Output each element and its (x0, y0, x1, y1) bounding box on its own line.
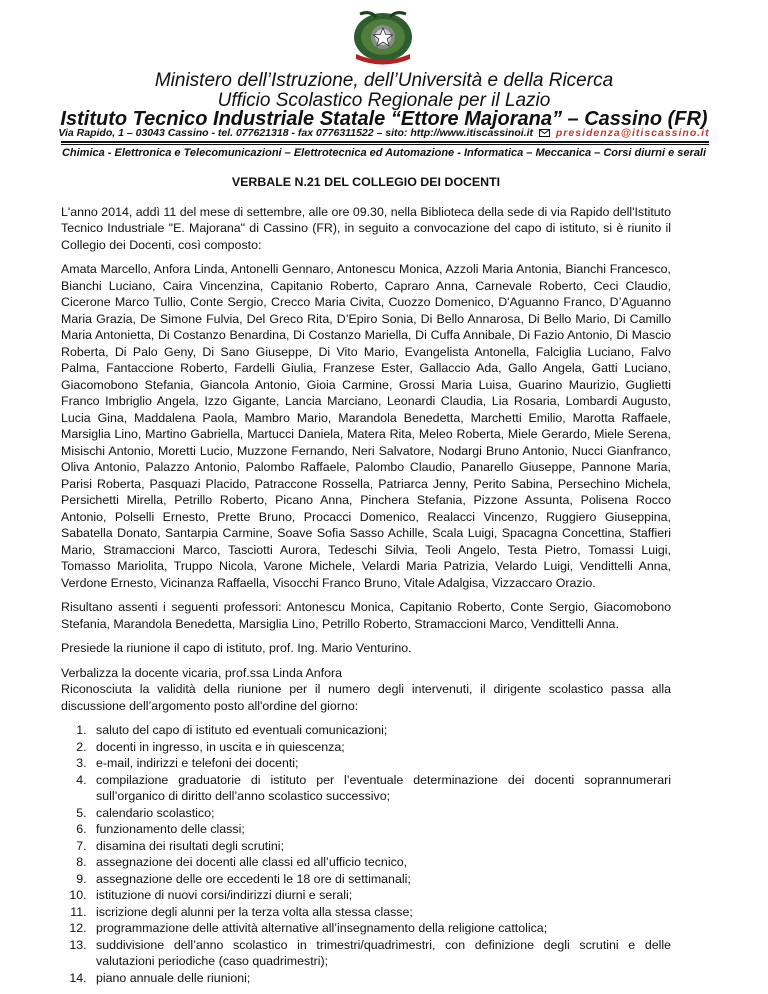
document-title: VERBALE N.21 DEL COLLEGIO DEI DOCENTI (231, 175, 501, 189)
agenda-item: 5. calendario scolastico; (90, 805, 671, 822)
institute-address: Via Rapido, 1 – 03043 Cassino - tel. 077621318 - fax 0776311522 – sito: http://www.itiscassinoi.it (58, 127, 534, 139)
header-divider (61, 141, 709, 143)
agenda-item: 4. compilazione graduatorie di istituto per l’eventuale determinazione dei docenti soprannumerari sull’organico di diritto dell’anno scolastico successivo; (90, 772, 671, 805)
absent-paragraph: Risultano assenti i seguenti professori: Antonescu Monica, Capitanio Roberto, Conte Sergio, Giacomobono Stefania, Marandola Benedetta, Marsiglia Lino, Petrillo Roberto, Stramaccioni Marco, Vendittelli Anna. (61, 600, 671, 631)
agenda-item: 11. iscrizione degli alunni per la terza volta alla stessa classe; (90, 904, 671, 921)
agenda-item: 13. suddivisione dell’anno scolastico in trimestri/quadrimestri, con definizione degli scrutini e delle valutazioni periodiche (caso quadrimestri); (90, 937, 671, 970)
chair-paragraph: Presiede la riunione il capo di istituto, prof. Ing. Mario Venturino. (61, 641, 412, 655)
agenda-item: 6. funzionamento delle classi; (90, 821, 671, 838)
regional-office-name: Ufficio Scolastico Regionale per il Lazio (217, 90, 551, 111)
agenda-item: 8. assegnazione dei docenti alle classi ed all’ufficio tecnico, (90, 854, 671, 871)
agenda-item: 3. e-mail, indirizzi e telefoni dei docenti; (90, 755, 671, 772)
agenda-item: 1. saluto del capo di istituto ed eventuali comunicazioni; (90, 722, 671, 739)
agenda-item: 2. docenti in ingresso, in uscita e in quiescenza; (90, 739, 671, 756)
mail-icon (539, 129, 550, 137)
institute-contacts (0, 127, 768, 139)
validity-paragraph: Riconosciuta la validità della riunione per il numero degli intervenuti, il dirigente scolastico passa alla discussione dell’argomento posto all'ordine del giorno: (61, 682, 671, 713)
agenda-list (61, 722, 671, 986)
intro-paragraph: L'anno 2014, addì 11 del mese di settembre, alle ore 09.30, nella Biblioteca della sede di via Rapido dell'Istituto Tecnico Industriale "E. Majorana" di Cassino (FR), in seguito a convocazione del capo di istituto, si è riunito il Collegio dei Docenti, così composto: (61, 204, 671, 252)
agenda-item: 9. assegnazione delle ore eccedenti le 18 ore di settimanali; (90, 871, 671, 888)
institute-email-link[interactable]: presidenza@itiscassino.it (555, 127, 710, 139)
institute-name: Istituto Tecnico Industriale Statale “Ettore Majorana” – Cassino (FR) (60, 108, 708, 130)
agenda-item: 12. programmazione delle attività alternative all’insegnamento della religione cattolica; (90, 920, 671, 937)
header-divider-thin (61, 144, 709, 145)
agenda-item: 14. piano annuale delle riunioni; (90, 970, 671, 987)
members-paragraph: Amata Marcello, Anfora Linda, Antonelli Gennaro, Antonescu Monica, Azzoli Maria Antonia, Bianchi Francesco, Bianchi Luciano, Caira Vincenzina, Capitanio Roberto, Capraro Anna, Carnevale Roberto, Ceci Claudio, Cicerone Marco Tullio, Conte Sergio, Crecco Maria Civita, Cuozzo Domenico, D'Aguanno Franco, D’Aguanno Maria Grazia, De Simone Fulvia, Del Greco Rita, D’Epiro Sonia, Di Bello Annarosa, Di Bello Mario, Di Camillo Maria Antonietta, Di Costanzo Benardina, Di Costanzo Mariella, Di Cuffa Annibale, Di Fazio Antonio, Di Mascio Roberta, Di Palo Geny, Di Sano Giuseppe, Di Vito Mario, Evangelista Antonella, Falciglia Luciano, Falvo Palma, Fantaccione Roberto, Fardelli Giulia, Franzese Ester, Gallaccio Ada, Gallo Angela, Gatti Luciano, Giacomobono Stefania, Giancola Antonio, Gioia Carmine, Grossi Maria Luisa, Guarino Maurizio, Guglietti Franco Imbriglio Angela, Izzo Gigante, Lancia Marciano, Leonardi Claudia, Lia Rosaria, Lombardi Augusto, Lucia Gina, Maddalena Paola, Mambro Mario, Marandola Benedetta, Marchetti Emilio, Marotta Raffaele, Marsiglia Lino, Martino Gabriella, Martucci Daniela, Matera Rita, Meleo Roberta, Miele Gerardo, Miele Serena, Misischi Antonio, Moretti Lucio, Muzzone Fernando, Neri Salvatore, Nodargi Bruno Antonio, Nucci Gianfranco, Oliva Antonio, Palazzo Antonio, Palombo Raffaele, Palombo Claudio, Panarello Giuseppe, Pannone Maria, Parisi Roberta, Pasquazi Placido, Patraccone Rossella, Patriarca Jenny, Perito Sabina, Persechino Michela, Persichetti Mirella, Petrillo Roberto, Picano Anna, Pinchera Stefania, Pizzone Assunta, Polisena Rocco Antonio, Polselli Ernesto, Prette Bruno, Procacci Domenico, Realacci Vincenzo, Ruggiero Giuseppina, Sabatella Donato, Santarpia Carmine, Soave Sofia Sasso Achille, Scala Luigi, Spacagna Concettina, Staffieri Mario, Stramaccioni Marco, Tasciotti Aurora, Tedeschi Silvia, Teoli Angelo, Testa Pietro, Tomassi Luigi, Tomasso Mariolita, Truppo Nicola, Varone Michele, Velardi Maria Patrizia, Velardo Luigi, Vendittelli Anna, Verdone Ernesto, Vicinanza Raffaella, Visocchi Franco Bruno, Vitale Adalgisa, Vizzaccaro Orazio. (61, 262, 671, 590)
agenda-item: 10. istituzione di nuovi corsi/indirizzi diurni e serali; (90, 887, 671, 904)
ministry-name: Ministero dell’Istruzione, dell’Università e della Ricerca (154, 70, 614, 91)
republic-emblem-icon (346, 8, 420, 70)
document-body (61, 174, 671, 986)
courses-line: Chimica - Elettronica e Telecomunicazioni – Elettrotecnica ed Automazione - Informatica – Meccanica – Corsi diurni e serali (61, 147, 707, 159)
minutes-taker-line: Verbalizza la docente vicaria, prof.ssa Linda Anfora (61, 665, 343, 680)
agenda-item: 7. disamina dei risultati degli scrutini; (90, 838, 671, 855)
